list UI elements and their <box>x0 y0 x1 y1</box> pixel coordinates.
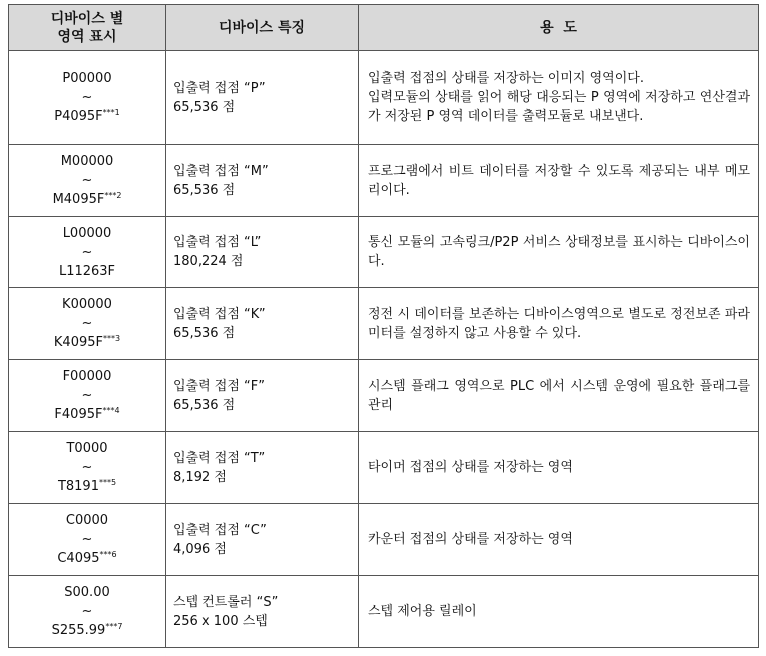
usage-text-1: 통신 모듈의 고속링크/P2P 서비스 상태정보를 표시하는 디바이스이다. <box>368 235 750 269</box>
usage-cell <box>359 288 759 360</box>
range-tilde: ~ <box>81 460 93 475</box>
range-end <box>13 107 161 126</box>
range-end-text: L11263F <box>58 263 116 279</box>
feature-name: 입출력 접점 “C” <box>173 522 267 538</box>
range-tilde: ~ <box>81 532 93 547</box>
header-device-feature: 디바이스 특징 <box>166 5 359 51</box>
table-row <box>9 432 759 504</box>
feature-name: 입출력 접점 “P” <box>173 80 266 96</box>
range-tilde: ~ <box>81 388 93 403</box>
feature-count: 256 x 100 스텝 <box>173 613 268 629</box>
range-tilde: ~ <box>81 244 93 260</box>
footnote-mark: ***5 <box>98 478 117 487</box>
feature-name: 입출력 접점 “K” <box>173 306 266 322</box>
range-start: M00000 <box>60 154 114 169</box>
device-range-cell <box>9 576 166 648</box>
device-feature-cell <box>166 217 359 288</box>
header-usage-label: 용 도 <box>540 19 577 36</box>
range-end <box>13 333 161 352</box>
device-feature-cell <box>166 145 359 217</box>
range-tilde: ~ <box>81 173 93 188</box>
range-end <box>13 549 161 568</box>
usage-text-1: 스텝 제어용 릴레이 <box>368 604 477 619</box>
range-start: K00000 <box>62 297 112 312</box>
device-feature-cell <box>166 576 359 648</box>
usage-text-1: 시스템 플래그 영역으로 PLC 에서 시스템 운영에 필요한 플래그를 관리 <box>368 378 750 413</box>
device-range-cell <box>9 360 166 432</box>
footnote-mark: ***4 <box>102 406 120 415</box>
usage-cell <box>359 504 759 576</box>
footnote-mark: ***6 <box>99 550 117 559</box>
usage-text-1: 정전 시 데이터를 보존하는 디바이스영역으로 별도로 정전보존 파라미터를 설정하지 않고 사용할 수 있다. <box>368 306 750 341</box>
header-usage <box>359 5 759 51</box>
device-range-cell <box>9 432 166 504</box>
device-feature-cell <box>166 504 359 576</box>
table-row <box>9 288 759 360</box>
device-feature-cell <box>166 432 359 504</box>
usage-cell <box>359 432 759 504</box>
table-row <box>9 51 759 145</box>
device-range-cell <box>9 504 166 576</box>
feature-name: 입출력 접점 “T” <box>173 450 266 466</box>
range-start: F00000 <box>62 369 112 384</box>
range-end-text: S255.99 <box>51 623 106 638</box>
range-start: P00000 <box>62 71 112 86</box>
table-row <box>9 145 759 217</box>
feature-count: 4,096 점 <box>173 541 227 557</box>
device-table-container <box>8 4 758 648</box>
range-tilde: ~ <box>81 604 93 619</box>
usage-cell <box>359 576 759 648</box>
feature-name: 입출력 접점 “F” <box>173 378 266 394</box>
range-start: C0000 <box>65 513 109 528</box>
usage-cell <box>359 51 759 145</box>
device-range-cell <box>9 288 166 360</box>
usage-text-1: 입출력 접점의 상태를 저장하는 이미지 영역이다. <box>368 71 644 86</box>
feature-name: 스텝 컨트롤러 “S” <box>173 594 279 610</box>
feature-name: 입출력 접점 “L” <box>173 235 262 250</box>
feature-count: 65,536 점 <box>173 325 236 341</box>
usage-text-1: 타이머 접점의 상태를 저장하는 영역 <box>368 460 573 475</box>
header-device-area-line2: 영역 표시 <box>57 28 117 45</box>
usage-text-1: 카운터 접점의 상태를 저장하는 영역 <box>368 532 573 547</box>
usage-text-2: 입력모듈의 상태를 읽어 해당 대응되는 P 영역에 저장하고 연산결과가 저장된 P 영역 데이터를 출력모듈로 내보낸다. <box>368 90 750 124</box>
usage-cell <box>359 217 759 288</box>
feature-count: 65,536 점 <box>173 182 236 198</box>
feature-count: 8,192 점 <box>173 469 227 485</box>
range-end-text: P4095F <box>54 109 103 124</box>
usage-text-1: 프로그램에서 비트 데이터를 저장할 수 있도록 제공되는 내부 메모리이다. <box>368 163 750 198</box>
usage-cell <box>359 360 759 432</box>
range-end <box>13 621 161 640</box>
header-device-area <box>9 5 166 51</box>
range-end-text: F4095F <box>54 407 103 422</box>
feature-count: 180,224 점 <box>173 254 244 269</box>
footnote-mark: ***2 <box>104 191 122 200</box>
range-start: L00000 <box>62 225 112 241</box>
range-end-text: C4095 <box>57 551 100 566</box>
feature-count: 65,536 점 <box>173 99 236 115</box>
range-start: T0000 <box>66 441 108 456</box>
device-feature-cell <box>166 360 359 432</box>
device-area-table <box>8 4 759 648</box>
range-end <box>13 477 161 496</box>
table-row <box>9 504 759 576</box>
device-range-cell <box>9 145 166 217</box>
footnote-mark: ***7 <box>105 622 123 631</box>
range-end-text: M4095F <box>52 192 105 207</box>
device-feature-cell <box>166 51 359 145</box>
table-row <box>9 576 759 648</box>
range-end-text: T8191 <box>57 479 99 494</box>
feature-count: 65,536 점 <box>173 397 236 413</box>
range-tilde: ~ <box>81 90 93 105</box>
range-end-text: K4095F <box>53 335 103 350</box>
range-end <box>13 262 161 281</box>
footnote-mark: ***1 <box>102 108 120 117</box>
header-device-area-line1: 디바이스 별 <box>50 10 124 27</box>
range-end <box>13 405 161 424</box>
feature-name: 입출력 접점 “M” <box>173 163 269 179</box>
table-header-row <box>9 5 759 51</box>
footnote-mark: ***3 <box>103 334 121 343</box>
device-range-cell <box>9 51 166 145</box>
range-end <box>13 190 161 209</box>
device-feature-cell <box>166 288 359 360</box>
range-tilde: ~ <box>81 316 93 331</box>
device-range-cell <box>9 217 166 288</box>
table-row <box>9 360 759 432</box>
range-start: S00.00 <box>64 585 110 600</box>
table-row <box>9 217 759 288</box>
usage-cell <box>359 145 759 217</box>
